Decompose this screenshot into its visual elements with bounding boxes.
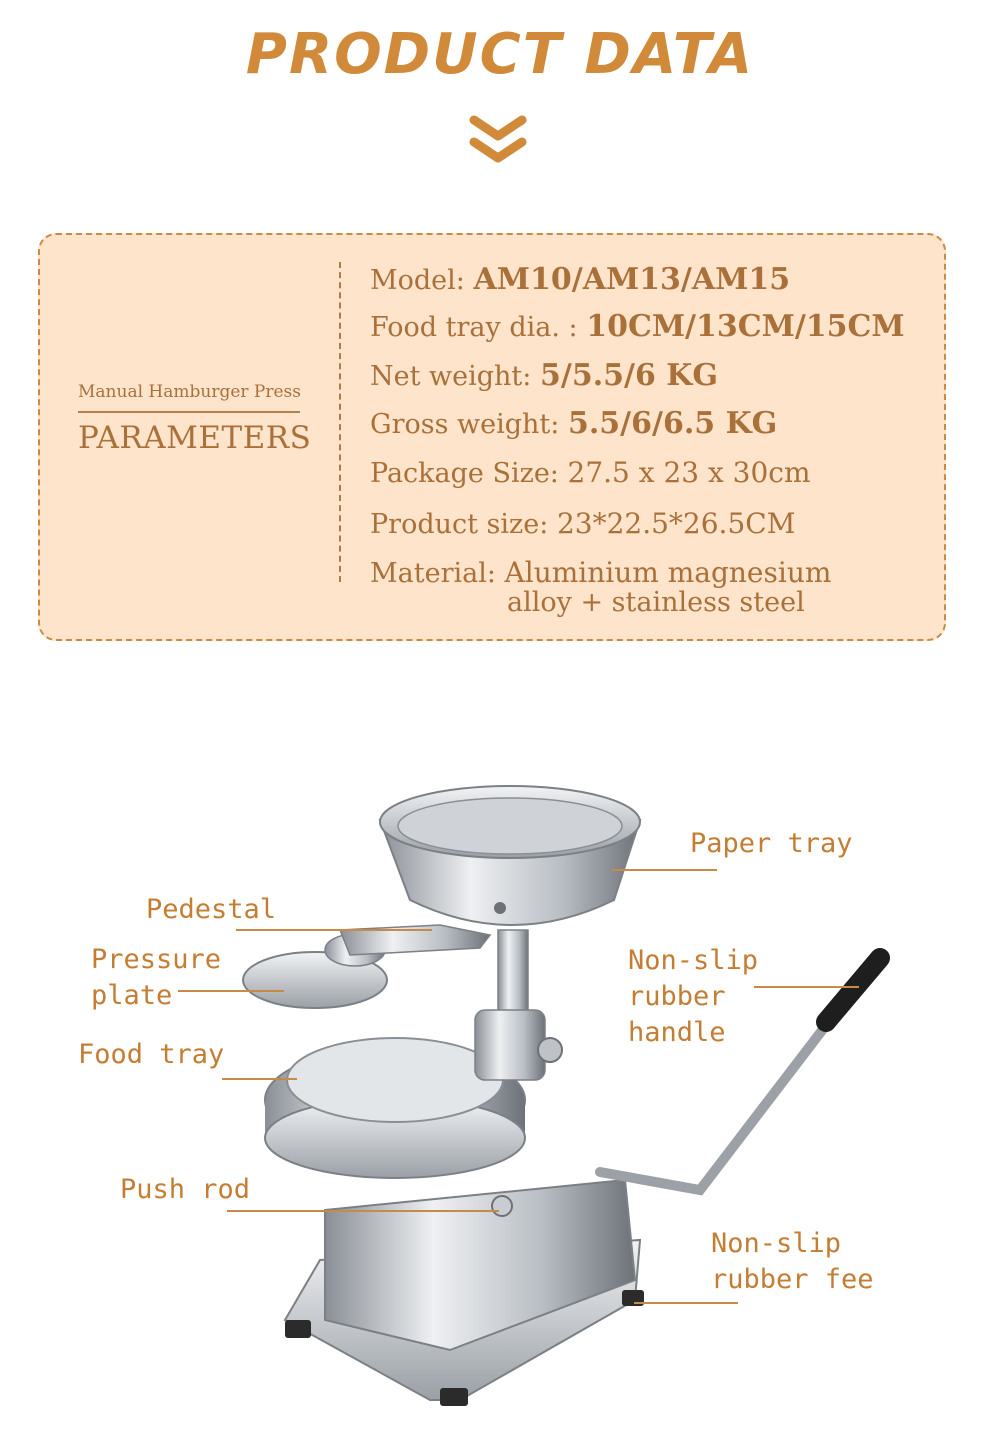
spec-label: Net weight:: [370, 361, 532, 392]
subtitle-underline: [78, 411, 300, 413]
label-food-tray: Food tray: [78, 1039, 225, 1070]
leader-paper-tray: [612, 869, 717, 871]
leader-push-rod: [227, 1210, 499, 1212]
label-pressure-plate-1: Pressure: [91, 944, 222, 975]
label-handle-1: Non-slip: [628, 945, 759, 976]
spec-value: 10CM/13CM/15CM: [586, 309, 905, 344]
rubber-foot: [285, 1320, 311, 1338]
label-handle-2: rubber: [628, 981, 726, 1012]
spec-product-size: [370, 507, 795, 540]
spec-label: Package Size:: [370, 458, 559, 489]
label-feet-1: Non-slip: [711, 1228, 842, 1259]
spec-label: Food tray dia. :: [370, 312, 578, 343]
spec-value: 23*22.5*26.5CM: [556, 507, 796, 540]
leader-pressure-plate: [178, 990, 284, 992]
leader-feet: [634, 1302, 738, 1304]
spec-value: 5.5/6/6.5 KG: [567, 406, 778, 441]
page-title: PRODUCT DATA: [245, 22, 755, 87]
spec-label: Gross weight:: [370, 409, 560, 440]
spec-value: 5/5.5/6 KG: [539, 358, 718, 393]
leader-food-tray: [222, 1078, 297, 1080]
spec-label: Material:: [370, 558, 496, 589]
spec-label: Product size:: [370, 509, 549, 540]
label-feet-2: rubber fee: [711, 1264, 874, 1295]
label-pedestal: Pedestal: [146, 894, 277, 925]
label-pressure-plate-2: plate: [91, 980, 173, 1011]
spec-value: Aluminium magnesium: [504, 556, 832, 589]
panel-heading: PARAMETERS: [78, 420, 312, 456]
label-push-rod: Push rod: [120, 1174, 251, 1205]
spec-label: Model:: [370, 265, 465, 296]
leader-pedestal: [236, 929, 432, 931]
spec-gross-weight: [370, 406, 777, 441]
panel-subtitle: Manual Hamburger Press: [78, 382, 302, 402]
label-handle-3: handle: [628, 1017, 726, 1048]
label-paper-tray: Paper tray: [690, 828, 853, 859]
spec-material: [370, 556, 831, 589]
spec-model: [370, 262, 790, 297]
leader-handle: [754, 986, 859, 988]
panel-divider: [339, 262, 341, 582]
spec-net-weight: [370, 358, 718, 393]
chevron-down-icon: [468, 112, 528, 170]
spec-value: AM10/AM13/AM15: [473, 262, 791, 297]
spec-value: 27.5 x 23 x 30cm: [567, 456, 811, 489]
spec-tray-diameter: [370, 309, 905, 344]
spec-package-size: [370, 456, 811, 489]
spec-material-line2: alloy + stainless steel: [507, 587, 805, 618]
rubber-foot: [440, 1388, 468, 1406]
